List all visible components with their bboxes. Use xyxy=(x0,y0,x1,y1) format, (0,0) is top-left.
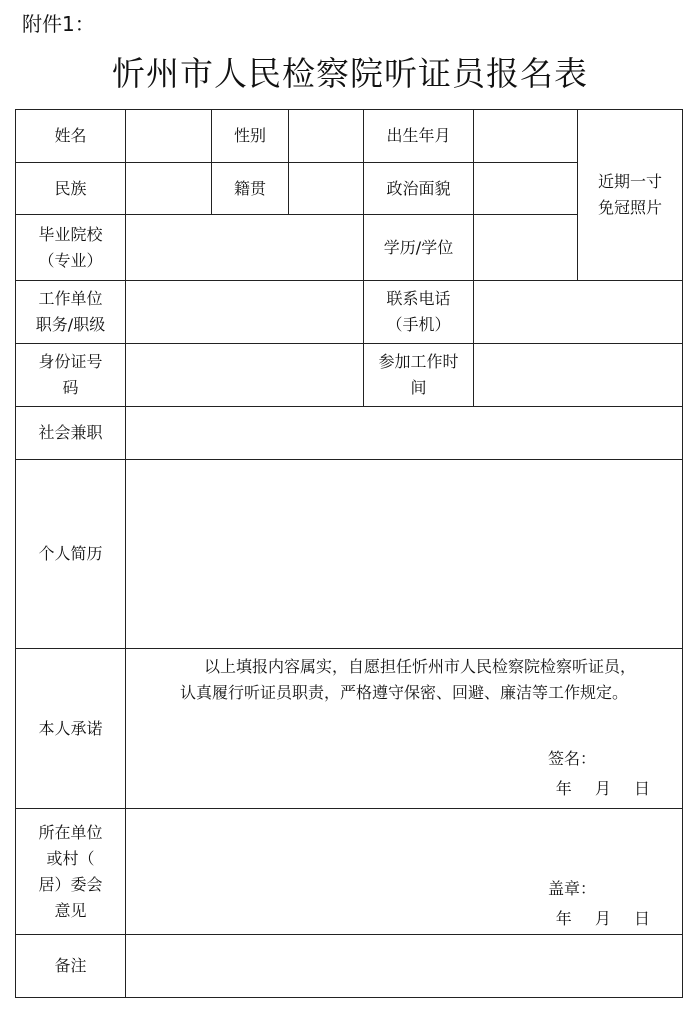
remarks-field[interactable] xyxy=(126,935,683,998)
pledge-day: 日 xyxy=(633,778,650,798)
native-place-label: 籍贯 xyxy=(212,163,289,215)
photo-label-line2: 免冠照片 xyxy=(597,198,662,217)
resume-label: 个人简历 xyxy=(16,460,126,649)
phone-field[interactable] xyxy=(474,281,683,344)
pledge-text-line1: 以上填报内容属实，自愿担任忻州市人民检察院检察听证员， xyxy=(203,656,636,676)
phone-label xyxy=(364,281,474,344)
social-field[interactable] xyxy=(126,407,683,460)
worktime-label-line2: 间 xyxy=(410,378,427,397)
photo-cell[interactable] xyxy=(578,110,683,281)
unit-day: 日 xyxy=(633,909,650,928)
id-number-label xyxy=(16,344,126,407)
worktime-label-line1: 参加工作时 xyxy=(378,352,459,371)
pledge-content[interactable] xyxy=(126,649,683,809)
resume-field[interactable] xyxy=(126,460,683,649)
seal-label: 盖章： xyxy=(547,879,596,898)
native-place-field[interactable] xyxy=(289,163,364,215)
unit-label-line2: 或村（ xyxy=(46,848,95,868)
ethnicity-field[interactable] xyxy=(126,163,212,215)
remarks-label: 备注 xyxy=(16,935,126,998)
pledge-date xyxy=(128,774,650,804)
gender-label: 性别 xyxy=(212,110,289,163)
pledge-month: 月 xyxy=(594,778,611,798)
unit-date xyxy=(128,904,650,934)
phone-label-line1: 联系电话 xyxy=(386,289,451,308)
photo-label-line1: 近期一寸 xyxy=(597,172,662,191)
name-label: 姓名 xyxy=(16,110,126,163)
attachment-label: 附件1： xyxy=(22,12,95,36)
unit-opinion-content[interactable] xyxy=(126,809,683,935)
unit-month: 月 xyxy=(594,909,611,928)
degree-field[interactable] xyxy=(474,215,578,281)
degree-label: 学历/学位 xyxy=(364,215,474,281)
phone-label-line2: （手机） xyxy=(386,315,451,334)
school-field[interactable] xyxy=(126,215,364,281)
name-field[interactable] xyxy=(126,110,212,163)
ethnicity-label: 民族 xyxy=(16,163,126,215)
id-label-line1: 身份证号 xyxy=(38,352,103,371)
school-label-line2: （专业） xyxy=(38,250,103,270)
signature-label: 签名： xyxy=(547,748,596,768)
work-label xyxy=(16,281,126,344)
unit-label-line1: 所在单位 xyxy=(38,822,103,842)
registration-form-table xyxy=(15,109,683,998)
work-label-line1: 工作单位 xyxy=(38,289,103,308)
id-number-field[interactable] xyxy=(126,344,364,407)
birth-field[interactable] xyxy=(474,110,578,163)
pledge-year: 年 xyxy=(555,778,572,798)
work-field[interactable] xyxy=(126,281,364,344)
gender-field[interactable] xyxy=(289,110,364,163)
unit-year: 年 xyxy=(555,909,572,928)
pledge-label: 本人承诺 xyxy=(16,649,126,809)
unit-opinion-label xyxy=(16,809,126,935)
unit-label-line4: 意见 xyxy=(54,900,87,920)
political-status-label: 政治面貌 xyxy=(364,163,474,215)
work-label-line2: 职务/职级 xyxy=(35,315,106,334)
unit-label-line3: 居）委会 xyxy=(38,874,103,894)
political-status-field[interactable] xyxy=(474,163,578,215)
worktime-label xyxy=(364,344,474,407)
worktime-field[interactable] xyxy=(474,344,683,407)
birth-label: 出生年月 xyxy=(364,110,474,163)
signature-block xyxy=(128,744,680,804)
social-label: 社会兼职 xyxy=(16,407,126,460)
seal-block xyxy=(128,874,680,934)
school-label-line1: 毕业院校 xyxy=(38,224,103,244)
form-title: 忻州市人民检察院听证员报名表 xyxy=(112,54,588,93)
school-label xyxy=(16,215,126,281)
id-label-line2: 码 xyxy=(62,378,79,397)
pledge-text-line2: 认真履行听证员职责，严格遵守保密、回避、廉洁等工作规定。 xyxy=(179,682,628,702)
